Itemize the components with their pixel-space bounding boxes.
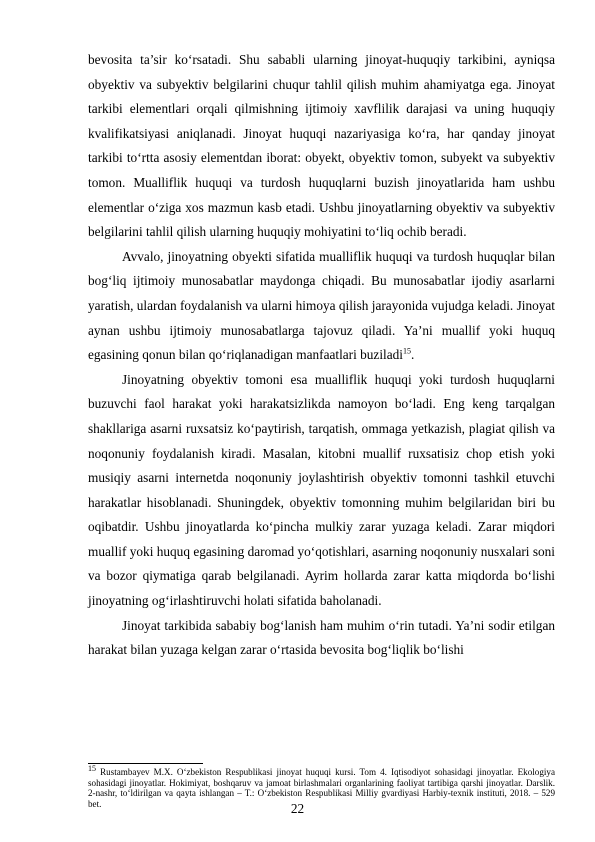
footnote-divider xyxy=(88,763,203,764)
paragraph-3-text: Jinoyatning obyektiv tomoni esa mualliflik huquqi yoki turdosh huquqlarni buzuvchi faol harakat yoki harakatsizlikda namoyon bo‘ladi. Eng keng tarqalgan shakllariga asarni ruxsatsiz ko‘paytirish, tarqatish, ommaga yetkazish, plagiat qilish va noqonuniy foydalanish kiradi. Masalan, kitobni muallif ruxsatisiz chop etish yoki musiqiy asarni internetda noqonuniy joylashtirish obyektiv tomonni tashkil etuvchi harakatlar hisoblanadi. Shuningdek, obyektiv tomonning muhim belgilaridan biri bu oqibatdir. Ushbu jinoyatlarda ko‘pincha mulkiy zarar yuzaga keladi. Zarar miqdori muallif yoki huquq egasining daromad yo‘qotishlari, asarning noqonuniy nusxalari soni va bozor qiymatiga qarab belgilanadi. Ayrim hollarda zarar katta miqdorda bo‘lishi jinoyatning og‘irlashtiruvchi holati sifatida baholanadi. xyxy=(88,371,555,609)
paragraph-4-text: Jinoyat tarkibida sababiy bog‘lanish ham muhim o‘rin tutadi. Ya’ni sodir etilgan harakat bilan yuzaga kelgan zarar o‘rtasida bevosita bog‘liqlik bo‘lishi xyxy=(88,617,555,658)
paragraph-3 xyxy=(88,368,555,614)
paragraph-1-text: bevosita ta’sir ko‘rsatadi. Shu sababli ularning jinoyat-huquqiy tarkibini, ayniqsa obyektiv va subyektiv belgilarini chuqur tahlil qilish muhim ahamiyatga ega. Jinoyat tarkibi elementlari orqali qilmishning ijtimoiy xavflilik darajasi va uning huquqiy kvalifikatsiyasi aniqlanadi. Jinoyat huquqi nazariyasiga ko‘ra, har qanday jinoyat tarkibi to‘rtta asosiy elementdan iborat: obyekt, obyektiv tomon, subyekt va subyektiv tomon. Mualliflik huquqi va turdosh huquqlarni buzish jinoyatlarida ham ushbu elementlar o‘ziga xos mazmun kasb etadi. Ushbu jinoyatlarning obyektiv va subyektiv belgilarini tahlil qilish ularning huquqiy mohiyatini to‘liq ochib beradi. xyxy=(88,52,555,240)
page-body xyxy=(88,48,555,663)
paragraph-2 xyxy=(88,245,555,368)
footnote-number: 15 xyxy=(88,763,96,773)
page-number: 22 xyxy=(290,801,305,816)
footnote-reference[interactable]: 15 xyxy=(402,346,411,356)
footnote-text: Rustambayev M.X. O‘zbekiston Respublikasi jinoyat huquqi kursi. Tom 4. Iqtisodiyot sohasidagi jinoyatlar. Ekologiya sohasidagi jinoyatlar. Hokimiyat, boshqaruv va jamoat birlashmalari organlarining faoliyat tartibiga qarshi jinoyatlar. Darslik. 2-nashr, to‘ldirilgan va qayta ishlangan – T.: O‘zbekiston Respublikasi Milliy gvardiyasi Harbiy-texnik instituti, 2018. – 529 bet. xyxy=(88,767,555,809)
paragraph-2-trailing: . xyxy=(410,347,415,363)
paragraph-4 xyxy=(88,614,555,663)
paragraph-2-text: Avvalo, jinoyatning obyekti sifatida mualliflik huquqi va turdosh huquqlar bilan bog‘liq ijtimoiy munosabatlar maydonga chiqadi. Bu munosabatlar ijodiy asarlarni yaratish, ulardan foydalanish va ularni himoya qilish jarayonida vujudga keladi. Jinoyat aynan ushbu ijtimoiy munosabatlarga tajovuz qiladi. Ya’ni muallif yoki huquq egasining qonun bilan qo‘riqlanadigan manfaatlari buziladi xyxy=(88,248,555,363)
paragraph-1 xyxy=(88,48,555,245)
